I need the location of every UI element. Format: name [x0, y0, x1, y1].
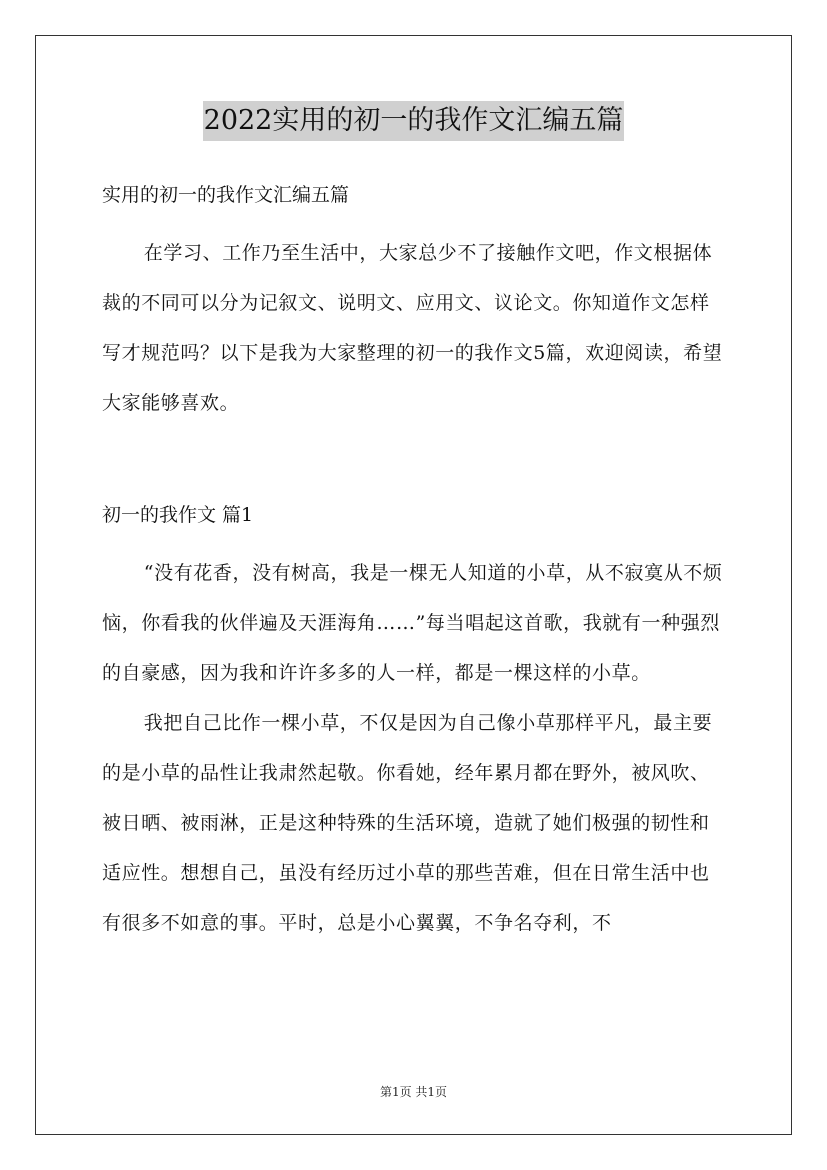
body-paragraph-2: 我把自己比作一棵小草，不仅是因为自己像小草那样平凡，最主要的是小草的品性让我肃然起敬。你看她，经年累月都在野外，被风吹、被日晒、被雨淋，正是这种特殊的生活环境，造就了她们极强的韧性和适应性。想想自己，虽没有经历过小草的那些苦难，但在日常生活中也有很多不如意的事。平时，总是小心翼翼，不争名夺利，不	[102, 712, 713, 934]
spacer	[102, 428, 728, 496]
document-subtitle: 实用的初一的我作文汇编五篇	[102, 184, 350, 206]
document-body	[102, 176, 728, 948]
document-title: 2022实用的初一的我作文汇编五篇	[203, 101, 625, 141]
title-container	[0, 101, 827, 141]
spacer	[102, 214, 728, 228]
page-number: 第1页 共1页	[379, 1085, 448, 1099]
body-paragraph-1: “没有花香，没有树高，我是一棵无人知道的小草，从不寂寞从不烦恼，你看我的伙伴遍及天涯海角……”每当唱起这首歌，我就有一种强烈的自豪感，因为我和许许多多的人一样，都是一棵这样的小草。	[102, 562, 723, 684]
intro-paragraph: 在学习、工作乃至生活中，大家总少不了接触作文吧，作文根据体裁的不同可以分为记叙文、说明文、应用文、议论文。你知道作文怎样写才规范吗？以下是我为大家整理的初一的我作文5篇，欢迎阅读，希望大家能够喜欢。	[102, 242, 723, 414]
section-heading: 初一的我作文 篇1	[102, 504, 254, 526]
page-footer	[0, 1082, 827, 1102]
spacer	[102, 534, 728, 548]
